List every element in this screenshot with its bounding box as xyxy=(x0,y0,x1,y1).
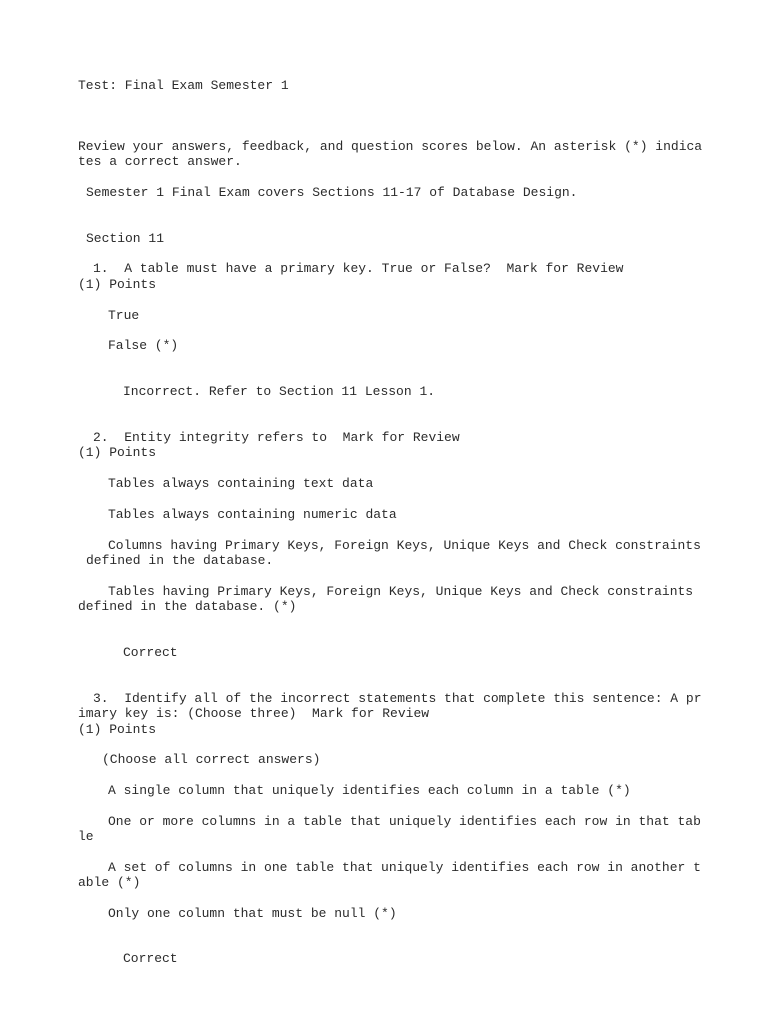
question-3-prompt-cont: imary key is: (Choose three) Mark for Review xyxy=(78,706,430,721)
question-3-option-2-cont: le xyxy=(78,829,94,844)
question-2-option-2: Tables always containing numeric data xyxy=(108,507,397,522)
coverage-note: Semester 1 Final Exam covers Sections 11-17 of Database Design. xyxy=(86,185,578,200)
question-3-instruction: (Choose all correct answers) xyxy=(102,752,321,767)
question-1-option-1: True xyxy=(108,308,140,323)
question-3-option-4: Only one column that must be null (*) xyxy=(108,906,397,921)
question-3-option-1: A single column that uniquely identifies each column in a table (*) xyxy=(108,783,631,798)
question-2-option-1: Tables always containing text data xyxy=(108,476,374,491)
intro-text-line-2: tes a correct answer. xyxy=(78,154,242,169)
question-1-feedback: Incorrect. Refer to Section 11 Lesson 1. xyxy=(123,384,436,399)
question-3-option-2: One or more columns in a table that uniquely identifies each row in that tab xyxy=(108,814,701,829)
section-heading: Section 11 xyxy=(86,231,165,246)
question-3-feedback: Correct xyxy=(123,951,178,966)
question-2-option-3-cont: defined in the database. xyxy=(86,553,274,568)
question-2-points: (1) Points xyxy=(78,445,157,460)
question-2-option-4: Tables having Primary Keys, Foreign Keys, Unique Keys and Check constraints xyxy=(108,584,694,599)
page-title: Test: Final Exam Semester 1 xyxy=(78,78,289,93)
question-1-prompt: 1. A table must have a primary key. True or False? Mark for Review xyxy=(93,261,624,276)
question-3-option-3-cont: able (*) xyxy=(78,875,141,890)
question-2-feedback: Correct xyxy=(123,645,178,660)
question-2-prompt: 2. Entity integrity refers to Mark for Review xyxy=(93,430,460,445)
intro-text-line-1: Review your answers, feedback, and question scores below. An asterisk (*) indica xyxy=(78,139,703,154)
question-2-option-3: Columns having Primary Keys, Foreign Keys, Unique Keys and Check constraints xyxy=(108,538,701,553)
question-1-points: (1) Points xyxy=(78,277,157,292)
question-2-option-4-cont: defined in the database. (*) xyxy=(78,599,297,614)
question-3-prompt: 3. Identify all of the incorrect statements that complete this sentence: A pr xyxy=(93,691,702,706)
question-1-option-2: False (*) xyxy=(108,338,179,353)
question-3-points: (1) Points xyxy=(78,722,157,737)
question-3-option-3: A set of columns in one table that uniquely identifies each row in another t xyxy=(108,860,701,875)
